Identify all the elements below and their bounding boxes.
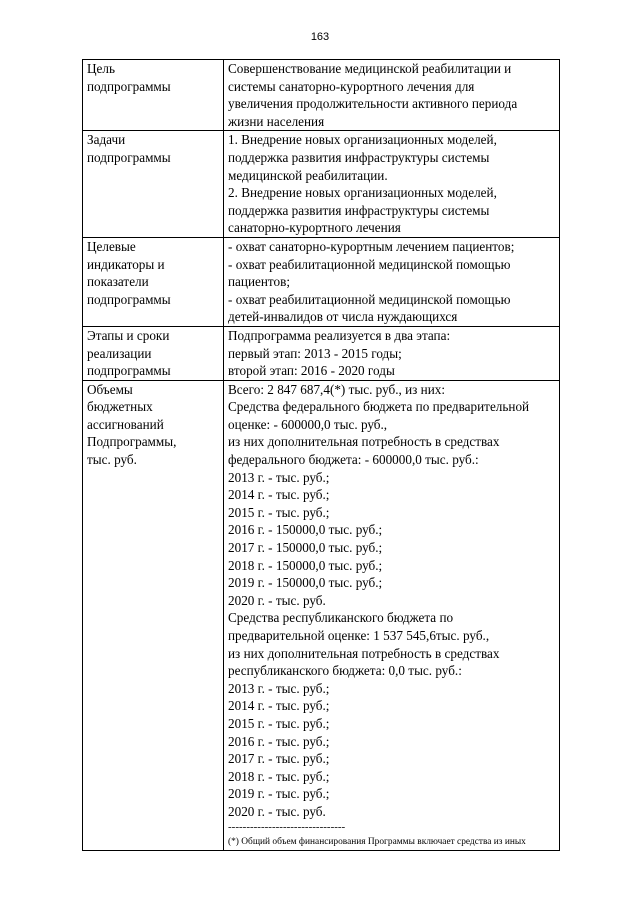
- content-line: 2015 г. - тыс. руб.;: [228, 504, 330, 520]
- content-line: Всего: 2 847 687,4(*) тыс. руб., из них:: [228, 381, 446, 397]
- content-line: из них дополнительная потребность в средствах: [228, 434, 500, 450]
- content-line: федерального бюджета: - 600000,0 тыс. руб.:: [228, 452, 479, 468]
- row-content: [224, 60, 560, 131]
- content-line: 2020 г. - тыс. руб.: [228, 803, 326, 819]
- row-content: [224, 131, 560, 238]
- label-line: подпрограммы: [87, 291, 171, 307]
- row-content: [224, 326, 560, 380]
- label-line: Задачи: [87, 132, 126, 148]
- content-line: оценке: - 600000,0 тыс. руб.,: [228, 416, 388, 432]
- row-content: [224, 237, 560, 326]
- content-line: 2018 г. - тыс. руб.;: [228, 768, 330, 784]
- content-line: 1. Внедрение новых организационных моделей,: [228, 132, 497, 148]
- content-line: 2013 г. - тыс. руб.;: [228, 469, 330, 485]
- row-content: [224, 380, 560, 850]
- label-line: Целевые: [87, 238, 136, 254]
- content-line: жизни населения: [228, 113, 325, 129]
- content-line: Средства республиканского бюджета по: [228, 610, 454, 626]
- content-line: 2017 г. - тыс. руб.;: [228, 751, 330, 767]
- content-line: второй этап: 2016 - 2020 годы: [228, 363, 395, 379]
- table-row-stages: [83, 326, 560, 380]
- content-line: 2019 г. - тыс. руб.;: [228, 786, 330, 802]
- content-line: предварительной оценке: 1 537 545,6тыс. руб.,: [228, 628, 490, 643]
- row-label: [83, 131, 224, 238]
- label-line: ассигнований: [87, 416, 164, 432]
- content-line: 2013 г. - тыс. руб.;: [228, 680, 330, 696]
- content-line: 2014 г. - тыс. руб.;: [228, 698, 330, 714]
- table-row-budget: [83, 380, 560, 850]
- table-row-goal: [83, 60, 560, 131]
- content-line: 2019 г. - 150000,0 тыс. руб.;: [228, 575, 383, 591]
- content-line: 2017 г. - 150000,0 тыс. руб.;: [228, 540, 383, 556]
- label-line: реализации: [87, 345, 152, 361]
- content-line: 2015 г. - тыс. руб.;: [228, 715, 330, 731]
- page-number: 163: [310, 31, 330, 43]
- row-label: [83, 60, 224, 131]
- content-line: санаторно-курортного лечения: [228, 220, 401, 236]
- table-row-indicators: [83, 237, 560, 326]
- content-line: 2014 г. - тыс. руб.;: [228, 487, 330, 503]
- footnote: (*) Общий объем финансирования Программы включает средства из иных: [228, 836, 526, 847]
- label-line: подпрограммы: [87, 149, 171, 165]
- content-line: Средства федерального бюджета по предварительной: [228, 399, 530, 415]
- label-line: показатели: [87, 274, 149, 290]
- label-line: Этапы и сроки: [87, 327, 170, 343]
- label-line: индикаторы и: [87, 256, 165, 272]
- footnote-separator: --------------------------------: [228, 820, 346, 833]
- content-line: 2020 г. - тыс. руб.: [228, 592, 326, 608]
- label-line: Подпрограммы,: [87, 434, 177, 450]
- table-row-tasks: [83, 131, 560, 238]
- content-line: поддержка развития инфраструктуры системы: [228, 149, 490, 165]
- content-line: из них дополнительная потребность в средствах: [228, 645, 500, 661]
- label-line: тыс. руб.: [87, 452, 137, 468]
- content-line: республиканского бюджета: 0,0 тыс. руб.:: [228, 663, 462, 679]
- content-line: Подпрограмма реализуется в два этапа:: [228, 327, 451, 343]
- label-line: подпрограммы: [87, 363, 171, 379]
- label-line: подпрограммы: [87, 78, 171, 94]
- content-line: 2016 г. - тыс. руб.;: [228, 733, 330, 749]
- content-line: поддержка развития инфраструктуры системы: [228, 202, 490, 218]
- content-line: пациентов;: [228, 274, 291, 290]
- content-line: детей-инвалидов от числа нуждающихся: [228, 309, 458, 325]
- content-line: - охват санаторно-курортным лечением пациентов;: [228, 238, 515, 254]
- row-label: [83, 326, 224, 380]
- content-line: увеличения продолжительности активного периода: [228, 96, 518, 112]
- row-label: [83, 237, 224, 326]
- content-line: - охват реабилитационной медицинской помощью: [228, 291, 511, 307]
- content-line: 2018 г. - 150000,0 тыс. руб.;: [228, 557, 383, 573]
- content-line: системы санаторно-курортного лечения для: [228, 78, 475, 94]
- content-line: первый этап: 2013 - 2015 годы;: [228, 345, 402, 361]
- content-line: - охват реабилитационной медицинской помощью: [228, 256, 511, 272]
- content-line: Совершенствование медицинской реабилитации и: [228, 61, 512, 76]
- label-line: бюджетных: [87, 399, 153, 415]
- content-line: 2016 г. - 150000,0 тыс. руб.;: [228, 522, 383, 538]
- label-line: Цель: [87, 61, 115, 76]
- content-line: медицинской реабилитации.: [228, 167, 388, 183]
- row-label: [83, 380, 224, 850]
- content-line: 2. Внедрение новых организационных моделей,: [228, 185, 497, 201]
- label-line: Объемы: [87, 381, 133, 397]
- subprogram-passport-table: [82, 59, 560, 851]
